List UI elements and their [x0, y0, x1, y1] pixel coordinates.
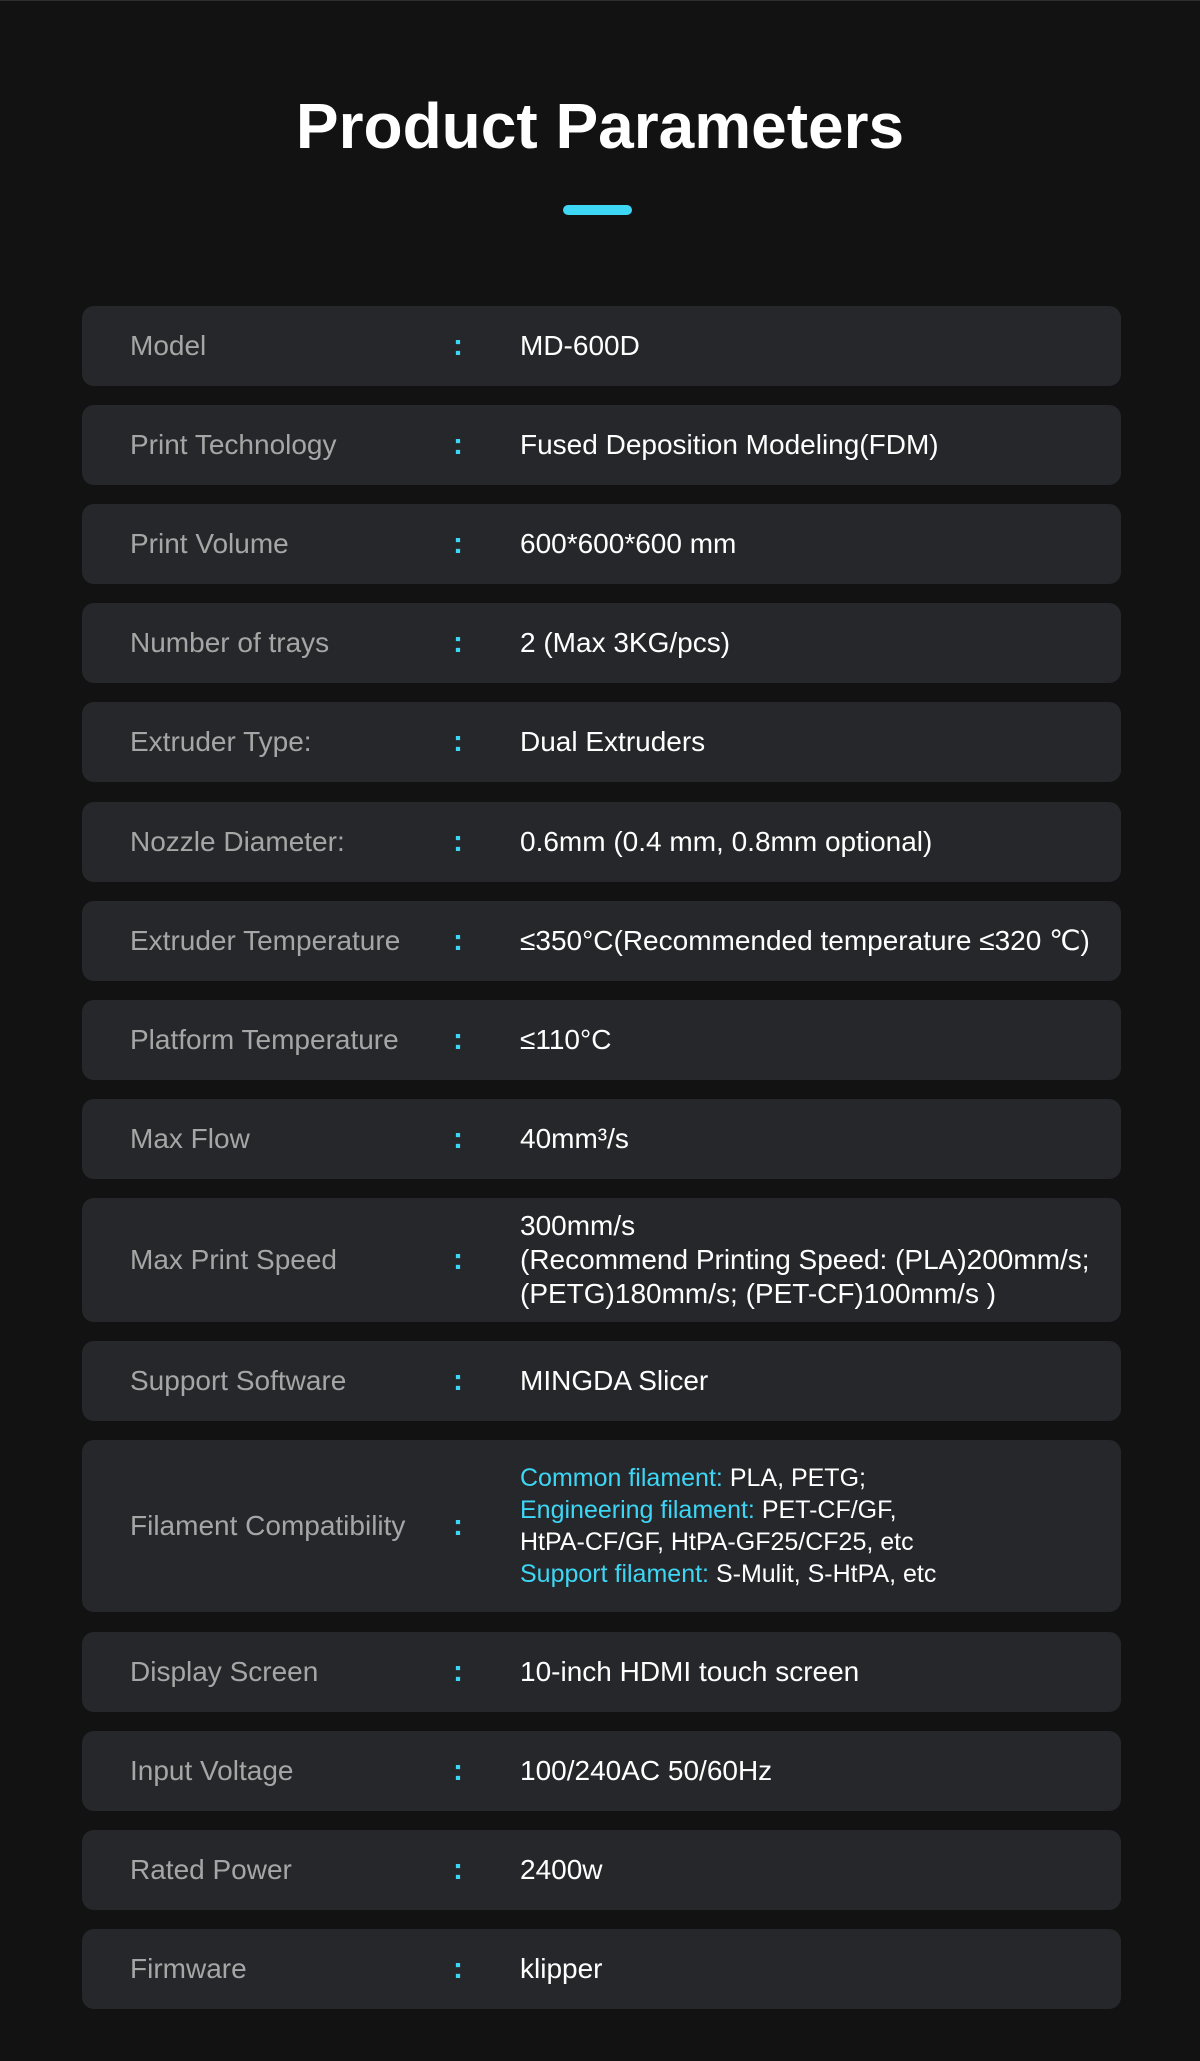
- param-label: Rated Power: [130, 1854, 292, 1885]
- filament-category-label: Support filament:: [520, 1560, 709, 1588]
- param-row-max-print-speed: [82, 1198, 1121, 1322]
- param-row-input-voltage: [82, 1731, 1121, 1811]
- param-value: 100/240AC 50/60Hz: [520, 1755, 773, 1786]
- param-row-platform-temperature: [82, 1000, 1121, 1080]
- param-separator: :: [453, 428, 463, 461]
- param-label: Extruder Type:: [130, 726, 312, 757]
- param-row-print-technology: [82, 405, 1121, 485]
- param-value: ≤110°C: [520, 1024, 612, 1055]
- top-divider: [0, 0, 1200, 1]
- param-row-support-software: [82, 1341, 1121, 1421]
- param-separator: :: [453, 1364, 463, 1397]
- param-value: 10-inch HDMI touch screen: [520, 1656, 860, 1687]
- param-separator: :: [453, 1952, 463, 1985]
- param-label: Print Technology: [130, 429, 337, 460]
- param-separator: :: [453, 1853, 463, 1886]
- param-row-extruder-type: [82, 702, 1121, 782]
- param-value: [520, 1462, 936, 1590]
- param-row-firmware: [82, 1929, 1121, 2009]
- param-separator: :: [453, 1023, 463, 1056]
- param-value: 2400w: [520, 1854, 603, 1885]
- param-separator: :: [453, 725, 463, 758]
- filament-category-label: Engineering filament:: [520, 1496, 755, 1524]
- filament-category-label: Common filament:: [520, 1464, 723, 1492]
- page-title: Product Parameters: [295, 90, 905, 162]
- param-separator: :: [453, 1122, 463, 1155]
- param-value: 40mm³/s: [520, 1123, 629, 1154]
- param-value: klipper: [520, 1953, 603, 1984]
- param-label: Platform Temperature: [130, 1024, 399, 1055]
- filament-category-value: PLA, PETG;: [729, 1464, 866, 1492]
- param-label: Max Flow: [130, 1123, 250, 1154]
- param-label: Display Screen: [130, 1656, 319, 1687]
- param-value: 2 (Max 3KG/pcs): [520, 627, 731, 658]
- param-row-print-volume: [82, 504, 1121, 584]
- param-label: Print Volume: [130, 528, 289, 559]
- param-separator: :: [453, 825, 463, 858]
- param-value: MD-600D: [520, 330, 640, 361]
- value-line: (Recommend Printing Speed: (PLA)200mm/s;: [520, 1244, 1090, 1275]
- param-label: Extruder Temperature: [130, 925, 401, 956]
- filament-line-engineering: [520, 1494, 936, 1526]
- filament-line-support: [520, 1558, 936, 1590]
- filament-line-common: [520, 1462, 936, 1494]
- filament-category-value: PET-CF/GF,: [761, 1496, 897, 1524]
- param-separator: :: [453, 527, 463, 560]
- param-row-number-of-trays: [82, 603, 1121, 683]
- param-row-filament-compatibility: [82, 1440, 1121, 1612]
- value-line: 300mm/s: [520, 1210, 636, 1241]
- param-separator: :: [453, 1754, 463, 1787]
- param-row-model: [82, 306, 1121, 386]
- param-row-display-screen: [82, 1632, 1121, 1712]
- param-value: MINGDA Slicer: [520, 1365, 709, 1396]
- param-label: Support Software: [130, 1365, 347, 1396]
- param-value: ≤350°C(Recommended temperature ≤320 ℃): [520, 925, 1090, 956]
- param-separator: :: [453, 1243, 463, 1276]
- param-label: Max Print Speed: [130, 1244, 337, 1275]
- param-separator: :: [453, 1655, 463, 1688]
- param-row-extruder-temperature: [82, 901, 1121, 981]
- title-underline: [563, 205, 632, 215]
- param-label: Model: [130, 330, 207, 361]
- param-value: [520, 1209, 1120, 1311]
- param-value: 0.6mm (0.4 mm, 0.8mm optional): [520, 826, 933, 857]
- param-value: Fused Deposition Modeling(FDM): [520, 429, 939, 460]
- filament-line-engineering-cont: HtPA-CF/GF, HtPA-GF25/CF25, etc: [520, 1528, 914, 1556]
- param-value: 600*600*600 mm: [520, 528, 737, 559]
- param-label: Filament Compatibility: [130, 1510, 406, 1541]
- param-separator: :: [453, 1509, 463, 1542]
- param-separator: :: [453, 329, 463, 362]
- param-row-max-flow: [82, 1099, 1121, 1179]
- param-row-nozzle-diameter: [82, 802, 1121, 882]
- param-separator: :: [453, 924, 463, 957]
- param-label: Firmware: [130, 1953, 247, 1984]
- param-label: Number of trays: [130, 627, 330, 658]
- param-separator: :: [453, 626, 463, 659]
- param-row-rated-power: [82, 1830, 1121, 1910]
- filament-category-value: S-Mulit, S-HtPA, etc: [715, 1560, 937, 1588]
- param-label: Input Voltage: [130, 1755, 294, 1786]
- param-value: Dual Extruders: [520, 726, 706, 757]
- value-line: (PETG)180mm/s; (PET-CF)100mm/s ): [520, 1278, 997, 1309]
- param-label: Nozzle Diameter:: [130, 826, 345, 857]
